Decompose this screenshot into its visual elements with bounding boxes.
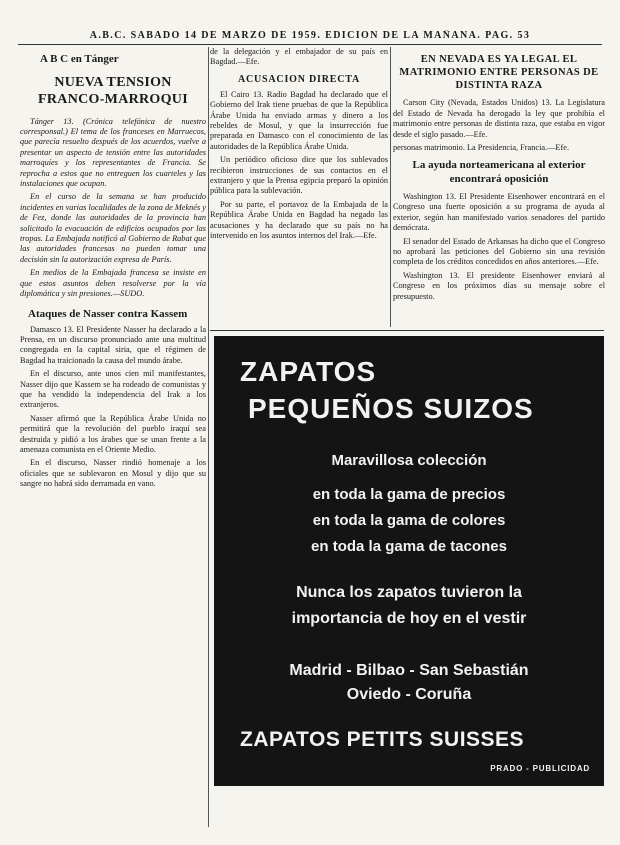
article-paragraph: En el discurso, Nasser rindió homenaje a los oficiales que se sublevaron en Mosul y dijo que su sangre no habrá sido derramada en vano. (20, 458, 206, 489)
article-paragraph: Tánger 13. (Crónica telefónica de nuestro corresponsal.) El tema de los franceses en Marruecos, que parecía resuelto después de los acuerdos, vuelve a presentar un aspecto de tensión entre las autoridades marroquíes y los representantes de Francia. Se reprocha a estos que no entreguen los cuarteles y las instalaciones que ocupan. (20, 116, 206, 189)
article-continuation: de la delegación y el embajador de su país en Bagdad.—Efe. (210, 47, 388, 67)
article-paragraph: Carson City (Nevada, Estados Unidos) 13. La Legislatura del Estado de Nevada ha derogado la ley que prohibía el matrimonio entre personas de distinta raza, que estaba en vigor desde el siglo pasado.—Efe. (393, 98, 605, 139)
shoe-advertisement (214, 336, 604, 786)
article-paragraph: Washington 13. El Presidente Eisenhower encontrará en el Congreso una fuerte oposición a su programa de ayuda al exterior, según han manifestado varios senadores del partido demócrata. (393, 191, 605, 233)
ad-credit: PRADO - PUBLICIDAD (490, 764, 590, 773)
article-paragraph: Washington 13. El presidente Eisenhower enviará al Congreso en los próximos días su mensaje sobre el presupuesto. (393, 270, 605, 301)
ad-line-colores: en toda la gama de colores (312, 512, 506, 529)
subheadline-nasser-kassem: Ataques de Nasser contra Kassem (28, 307, 188, 320)
ad-cities-1: Madrid - Bilbao - San Sebastián (289, 662, 529, 679)
ad-line-precios: en toda la gama de precios (312, 486, 506, 503)
headline-ayuda-norteamericana: La ayuda norteamericana al exterior encontrará oposición (412, 159, 586, 186)
headline-nevada: EN NEVADA ES YA LEGAL EL MATRIMONIO ENTRE PERSONAS DE DISTINTA RAZA (399, 54, 599, 92)
article-paragraph: El senador del Estado de Arkansas ha dicho que el Congreso no aprobará las peticiones del Gobierno sin una revisión completa de los créditos concedidos en años anteriores.—Efe. (393, 236, 605, 267)
column-3 (393, 47, 605, 327)
ad-cities-2: Oviedo - Coruña (346, 686, 472, 703)
subheadline-acusacion-directa: ACUSACION DIRECTA (237, 73, 361, 85)
headline-franco-marroqui: NUEVA TENSION FRANCO-MARROQUI (38, 75, 188, 107)
ad-line-importancia: importancia de hoy en el vestir (291, 610, 527, 627)
masthead: A.B.C. SABADO 14 DE MARZO DE 1959. EDICION DE LA MAÑANA. PAG. 53 (89, 30, 531, 41)
column-divider-2 (390, 47, 391, 327)
article-paragraph: En el discurso, ante unos cien mil manifestantes, Nasser dijo que Kassem se ha rodeado de comunistas y que ha vendido la independencia del Irak a los extranjeros. (20, 369, 206, 410)
ad-line-coleccion: Maravillosa colección (331, 452, 487, 469)
article-paragraph: En el curso de la semana se han producido incidentes en varias localidades de la zona de Meknés y de Fez, donde las autoridades de la provincia han solicitado la evacuación de edificios ocupados por las tropas. La Embajada notificó al Gobierno de Rabat que las autoridades francesas no pueden tomar una decisión sin la autorización expresa de París. (20, 192, 206, 264)
ad-title-pequenos-suizos: PEQUEÑOS SUIZOS (248, 393, 534, 424)
article-paragraph: Un periódico oficioso dice que los sublevados recibieron instrucciones de sus contactos en el extranjero y que la Prensa egipcia preparó la opinión pública para la sublevación. (210, 155, 388, 196)
masthead-rule (18, 44, 602, 45)
ad-top-rule (210, 330, 604, 331)
column-1 (20, 47, 206, 827)
ad-line-tacones: en toda la gama de tacones (311, 538, 507, 555)
column-divider-1 (208, 47, 209, 827)
article-paragraph: Por su parte, el portavoz de la Embajada de la República Árabe Unida en Bagdad ha negado las acusaciones y ha declarado que su país no ha intervenido en los asuntos internos del Irak.—Efe. (210, 199, 388, 241)
ad-title-zapatos: ZAPATOS (240, 356, 377, 387)
ad-brand: ZAPATOS PETITS SUISSES (240, 728, 525, 751)
ad-line-nunca: Nunca los zapatos tuvieron la (296, 584, 522, 601)
section-kicker: A B C en Tánger (40, 53, 119, 65)
article-paragraph: El Cairo 13. Radio Bagdad ha declarado que el Gobierno del Irak tiene pruebas de que la República Árabe Unida ha enviado armas y dinero a los rebeldes de Mosul, y que la insurrección fue preparada en Damasco con el conocimiento de las autoridades de la República Árabe Unida. (210, 89, 388, 151)
article-paragraph: Damasco 13. El Presidente Nasser ha declarado a la Prensa, en un discurso pronunciado ante una multitud congregada en la capital siria, que el régimen de Bagdad ha traicionado la causa del mundo árabe. (20, 324, 206, 365)
article-paragraph: En medios de la Embajada francesa se insiste en que estos asuntos deben resolverse por la vía diplomática y sin presiones.—SUDO. (20, 268, 206, 299)
article-paragraph: Nasser afirmó que la República Árabe Unida no permitirá que la revolución del pueblo iraquí sea destruida y pidió a los árabes que se unan frente a la amenaza comunista en el Oriente Medio. (20, 413, 206, 454)
article-continuation: personas matrimonio. La Presidencia, Francia.—Efe. (393, 143, 570, 152)
column-2 (210, 47, 388, 327)
